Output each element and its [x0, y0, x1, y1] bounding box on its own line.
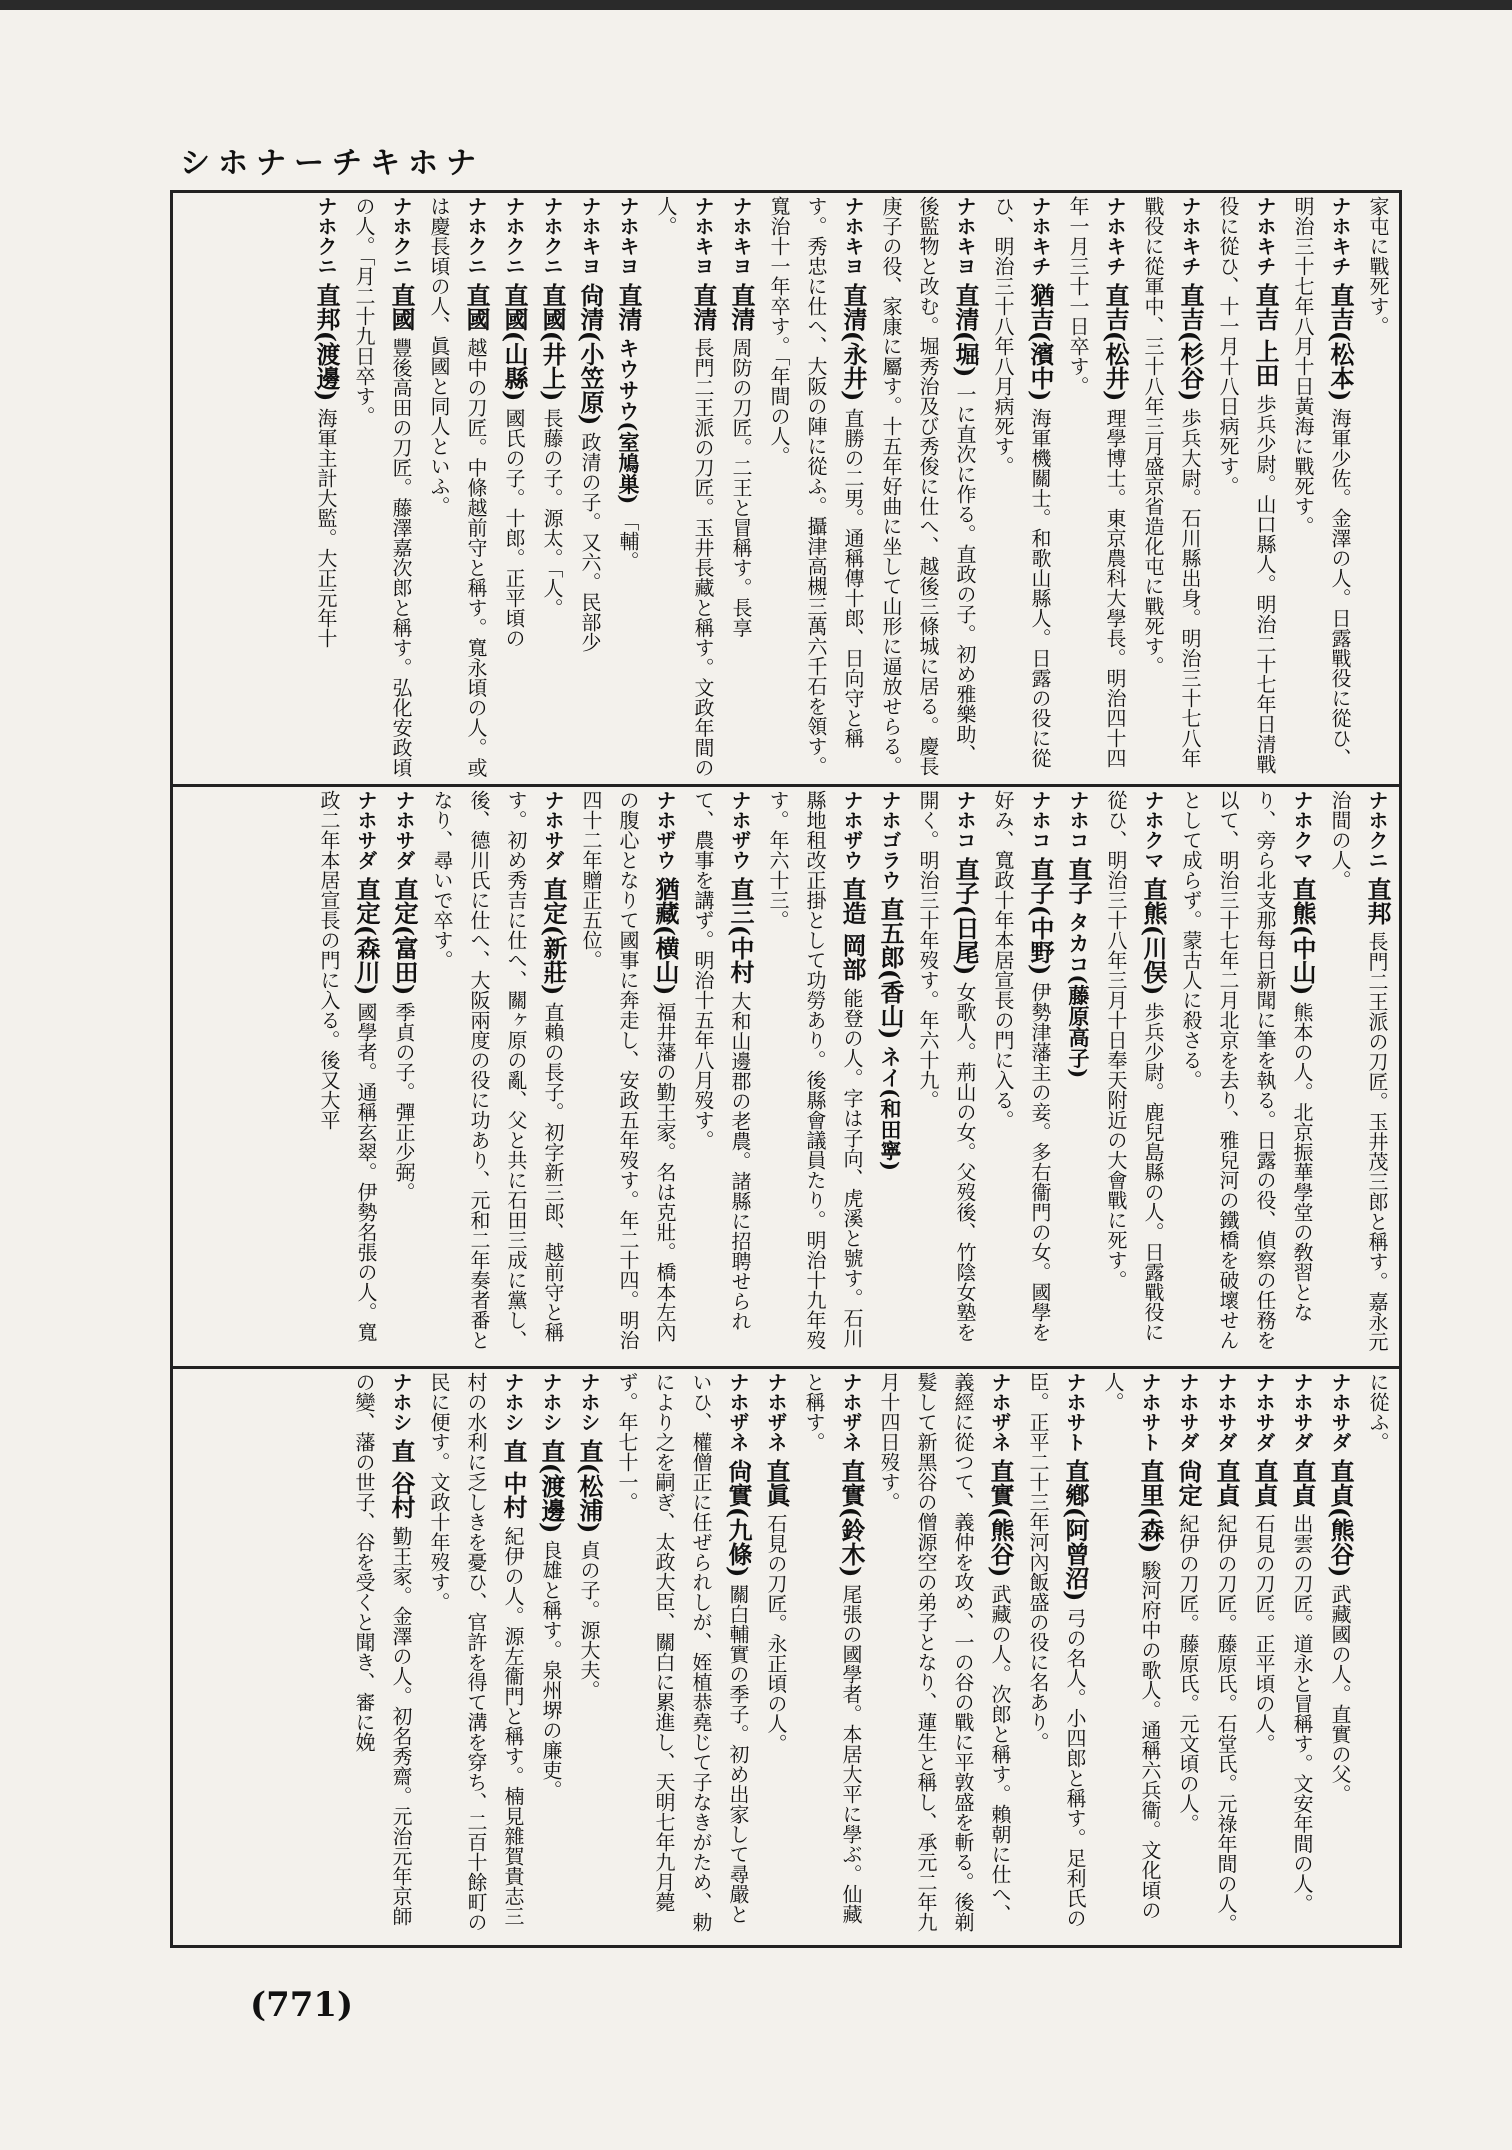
entry-name: 猶藏(横山) [651, 876, 680, 996]
headword: ナホキチ [1103, 196, 1127, 276]
section-divider-1 [170, 784, 1402, 787]
entry-name: 直子(中野) [1026, 856, 1055, 976]
headword: ナホサト [1063, 1372, 1087, 1452]
dictionary-entry [310, 790, 385, 1362]
entry-description: 一に直次に作る。直政の子。初め雅樂助、後監物と改む。堀秀治及び秀俊に仕へ、越後三條城に居る。慶長庚子の役、家康に屬す。十五年好曲に坐して山形に逼放せらる。 [879, 196, 977, 776]
dictionary-entry [1059, 790, 1097, 1362]
headword: ナホクニ [314, 196, 338, 276]
dictionary-entry [1019, 1372, 1094, 1944]
entry-description: 歩兵少尉。鹿兒島縣の人。日露戰役に從ひ、明治三十八年三月十日奉天附近の大會戰に死す。 [1104, 790, 1165, 1343]
headword: ナホキヨ [616, 196, 640, 276]
dictionary-entry [1172, 790, 1321, 1362]
dictionary-entry [609, 196, 647, 780]
headword: ナホクマ [1141, 790, 1165, 870]
headword: ナホクニ [389, 196, 413, 276]
entry-description: 能登の人。字は子向、虎溪と號す。石川縣地租改正掛として功勞あり。後縣會議員たり。明治十九年歿す。年六十三。 [766, 790, 864, 1350]
headword: ナホキヨ [729, 196, 753, 276]
entry-description: 家屯に戰死す。 [1366, 196, 1390, 336]
entry-description: 福井藩の勤王家。名は克壯。橋本左內の腹心となりて國事に奔走し、安政五年歿す。年二十四。明治四十二年贈正五位。 [579, 790, 677, 1350]
entry-name: 直貞 [1250, 1458, 1279, 1507]
headword: ナホザウ [728, 790, 752, 870]
headword: ナホサダ [1328, 1372, 1352, 1452]
headword: ナホサダ [1214, 1372, 1238, 1452]
dictionary-entry [1321, 1372, 1359, 1944]
entry-name: 直定(森川) [352, 876, 381, 996]
entry-description: 長門二王派の刀匠。玉井茂三郎と稱す。嘉永元治間の人。 [1328, 790, 1389, 1352]
entry-name: 直清 [689, 282, 718, 331]
dictionary-entry [1169, 1372, 1207, 1944]
headword: ナホクニ [464, 196, 488, 276]
entry-description: 紀伊の刀匠。藤原氏。石堂氏。元祿年間の人。 [1214, 1513, 1238, 1934]
entry-name: 直五郎(香山) [876, 896, 905, 1040]
dictionary-entry [571, 196, 609, 780]
headword: ナホキヨ [953, 196, 977, 276]
cross-reference: タカコ(藤原高子) [1066, 911, 1091, 1079]
entry-name: 直清 [727, 282, 756, 331]
headword: ナホコ [1028, 790, 1052, 850]
entry-name: 直吉 上田 [1251, 282, 1280, 388]
dictionary-entry [423, 790, 572, 1362]
headword: ナホサダ [354, 790, 378, 870]
headword: ナホサダ [392, 790, 416, 870]
entry-description: 紀伊の刀匠。藤原氏。元文頃の人。 [1176, 1513, 1200, 1834]
entry-description: 大和山邊郡の老農。諸縣に招聘せられて、農事を講ず。明治十五年八月歿す。 [691, 790, 752, 1331]
headword: ナホシ [389, 1372, 413, 1432]
headword: ナホキチ [1178, 196, 1202, 276]
entry-name: 直邦 [1363, 876, 1392, 925]
entry-description: に從ふ。 [1366, 1372, 1390, 1452]
headword: ナホキチ [1028, 196, 1052, 276]
dictionary-entry [984, 196, 1059, 780]
dictionary-entry [495, 196, 533, 780]
headword: ナホザネ [988, 1372, 1012, 1452]
dictionary-entry [1134, 196, 1209, 780]
entry-name: 直清 [614, 282, 643, 331]
dictionary-entry [1321, 790, 1396, 1362]
entry-description: 豐後高田の刀匠。藤澤嘉次郎と稱す。弘化安政頃の人。「月二十九日卒す。 [352, 196, 413, 778]
entry-description: 越中の刀匠。中條越前守と稱す。寬永頃の人。或は慶長頃の人、眞國と同人といふ。 [427, 196, 488, 778]
entry-name: 直(渡邊) [537, 1438, 566, 1534]
dictionary-entry [1284, 196, 1359, 780]
entry-description: 紀伊の人。源左衞門と稱す。楠見雜賀貴志三村の水利に乏しきを憂ひ、官許を得て溝を穿ち、二百十餘町の民に便す。文政十年歿す。 [427, 1372, 525, 1932]
headword: ナホクニ [1365, 790, 1389, 870]
headword: ナホキヨ [578, 196, 602, 276]
entry-description: 女歌人。荊山の女。父歿後、竹陰女塾を開く。明治三十年歿す。年六十九。 [916, 790, 977, 1343]
dictionary-entry [533, 196, 571, 780]
headword: ナホザウ [653, 790, 677, 870]
entry-name: 直國(井上) [538, 282, 567, 402]
dictionary-entry [871, 790, 909, 1362]
dictionary-entry [345, 196, 420, 780]
dictionary-entry [1283, 1372, 1321, 1944]
dictionary-entry [795, 1372, 870, 1944]
entry-name: 直子 [1064, 856, 1093, 905]
entry-name: 直吉(松本) [1326, 282, 1355, 402]
entry-name: 直貞 [1212, 1458, 1241, 1507]
entry-name: 直國 [462, 282, 491, 331]
entry-name: 直邦(渡邊) [312, 282, 341, 402]
entry-description: 「輔。 [616, 510, 640, 571]
headword: ナホサダ [541, 790, 565, 870]
headword: ナホザウ [840, 790, 864, 870]
cross-reference: キウサウ(室鳩巣) [616, 337, 641, 505]
dictionary-entry [420, 196, 495, 780]
entry-name: 直熊(川俣) [1139, 876, 1168, 996]
entry-description: 武藏の人。次郎と稱す。賴朝に仕へ、義經に從つて、義仲を攻め、一の谷の戰に平敦盛を斬る。後剃髮して新黑谷の僧源空の弟子となり、蓮生と稱し、承元二年九月十四日歿す。 [877, 1372, 1012, 1932]
dictionary-entry [608, 1372, 757, 1944]
headword: ナホザネ [726, 1372, 750, 1452]
entry-name: 直 中村 [499, 1438, 528, 1520]
entry-description: 季貞の子。彈正少弼。 [392, 1002, 416, 1203]
entry-name: 直吉(松井) [1101, 282, 1130, 402]
dictionary-entry [759, 790, 871, 1362]
headword: ナホサト [1138, 1372, 1162, 1452]
entry-description: 長門二王派の刀匠。玉井長藏と稱す。文政年間の人。 [654, 196, 715, 778]
entry-description: 長藤の子。源太。「人。 [540, 408, 564, 619]
entry-name: 尙定 [1174, 1458, 1203, 1507]
entry-name: 直三(中村 [726, 876, 755, 985]
dictionary-entry [420, 1372, 532, 1944]
dictionary-entry [1097, 790, 1172, 1362]
entry-description: 政清の子。又六。民部少 [578, 432, 602, 653]
headword: ナホサダ [1290, 1372, 1314, 1452]
dictionary-entry [1209, 196, 1284, 780]
dictionary-entry [684, 790, 759, 1362]
binding-edge [0, 0, 1512, 10]
entry-description: 國氏の子。十郎。正平頃の [502, 408, 526, 649]
headword: ナホシ [539, 1372, 563, 1432]
entry-name: 直貞 [1288, 1458, 1317, 1507]
headword: ナホクニ [540, 196, 564, 276]
dictionary-entry [385, 790, 423, 1362]
entry-name: 猶吉(濱中) [1026, 282, 1055, 402]
headword: ナホザネ [764, 1372, 788, 1452]
entry-name: 直國 [387, 282, 416, 331]
entry-name: 直吉(杉谷) [1176, 282, 1205, 402]
headword: ナホキチ [1328, 196, 1352, 276]
entry-columns [174, 790, 1396, 1362]
headword: ナホゴラウ [878, 790, 902, 890]
headword: ナホサダ [1176, 1372, 1200, 1452]
entry-name: 直清(永井) [839, 282, 868, 402]
entry-columns [174, 196, 1396, 780]
entry-name: 直清(堀) [951, 282, 980, 378]
entry-name: 直 谷村 [387, 1438, 416, 1520]
entry-name: 直實(鈴木) [837, 1458, 866, 1578]
dictionary-entry [345, 1372, 420, 1944]
dictionary-entry [1359, 1372, 1396, 1944]
entry-name: 直子(日尾) [951, 856, 980, 976]
entry-description: 伊勢津藩主の妾。多右衞門の女。國學を好み、寬政十年本居宣長の門に入る。 [991, 790, 1052, 1343]
headword: ナホクニ [502, 196, 526, 276]
middle-section [174, 790, 1396, 1362]
dictionary-entry [570, 1372, 608, 1944]
headword: ナホキヨ [691, 196, 715, 276]
entry-description: 弓の名人。小四郎と稱す。足利氏の臣。正平二十三年河內飯盛の役に名あり。 [1026, 1372, 1087, 1929]
headword: ナホサダ [1252, 1372, 1276, 1452]
dictionary-entry [1245, 1372, 1283, 1944]
entry-description: 貞の子。源大夫。 [577, 1540, 601, 1701]
entry-description: 國學者。通稱玄翠。伊勢名張の人。寬政二年本居宣長の門に入る。後又大平 [317, 790, 378, 1343]
entry-description: 武藏國の人。直實の父。 [1328, 1584, 1352, 1805]
running-head: シホナーチキホナ [180, 146, 484, 181]
entry-description: 海軍機關士。和歌山縣人。日露の役に從ひ、明治三十八年八月病死す。 [991, 196, 1052, 769]
entry-description: 勤王家。金澤の人。初名秀齋。元治元年京師の變、藩の世子、谷を受くと聞き、審に娩 [352, 1372, 413, 1926]
entry-name: 直定(富田) [390, 876, 419, 996]
entry-description: 理學博士。東京農科大學長。明治四十四年一月三十一日卒す。 [1066, 196, 1127, 769]
headword: ナホクマ [1290, 790, 1314, 870]
dictionary-entry [1207, 1372, 1245, 1944]
dictionary-entry [1094, 1372, 1169, 1944]
entry-name: 直貞(熊谷) [1326, 1458, 1355, 1578]
page-number: (771) [250, 1985, 354, 2025]
entry-name: 直實(熊谷) [986, 1458, 1015, 1578]
dictionary-entry [307, 196, 345, 780]
entry-description: 石見の刀匠。永正頃の人。 [764, 1513, 788, 1754]
entry-description: 直勝の二男。通稱傳十郎、日向守と稱す。秀忠に仕へ、大阪の陣に從ふ。攝津高槻三萬六千石を領す。寬治十一年卒す。「年間の人。 [767, 196, 865, 776]
entry-name: 尙實(九條) [724, 1458, 753, 1578]
dictionary-entry [760, 196, 872, 780]
dictionary-entry [870, 1372, 1019, 1944]
dictionary-entry [647, 196, 722, 780]
entry-name: 直(松浦) [575, 1438, 604, 1534]
dictionary-entry [909, 790, 984, 1362]
entry-columns [174, 1372, 1396, 1944]
entry-description: 歩兵大尉。石川縣出身。明治三十七八年戰役に從軍中、三十八年三月盛京省造化屯に戰死す。 [1141, 196, 1202, 769]
entry-description: 駿河府中の歌人。通稱六兵衞。文化頃の人。 [1101, 1372, 1162, 1921]
lower-section [174, 1372, 1396, 1944]
dictionary-entry [872, 196, 984, 780]
dictionary-entry [532, 1372, 570, 1944]
section-divider-2 [170, 1366, 1402, 1369]
dictionary-entry [1059, 196, 1134, 780]
entry-name: 直熊(中山) [1288, 876, 1317, 996]
entry-description: 海軍主計大監。大正元年十 [314, 408, 338, 649]
headword: ナホキヨ [841, 196, 865, 276]
dictionary-entry [572, 790, 684, 1362]
cross-reference: ネイ(和田寧) [878, 1046, 903, 1171]
dictionary-entry [1359, 196, 1396, 780]
headword: ナホザネ [839, 1372, 863, 1452]
entry-description: 出雲の刀匠。道永と冒稱す。文安年間の人。 [1290, 1513, 1314, 1914]
entry-name: 直定(新莊) [539, 876, 568, 996]
entry-name: 直里(森) [1136, 1458, 1165, 1554]
entry-name: 尙清(小笠原) [576, 282, 605, 426]
entry-description: 良雄と稱す。泉州堺の廉吏。 [539, 1540, 563, 1801]
entry-description: 尾張の國學者。本居大平に學ぶ。仙藏と稱す。 [802, 1372, 863, 1925]
headword: ナホコ [1066, 790, 1090, 850]
entry-description: 歩兵少尉。山口縣人。明治二十七年日清戰役に從ひ、十一月十八日病死す。 [1216, 196, 1277, 774]
entry-name: 直國(山縣) [500, 282, 529, 402]
entry-name: 直造 岡部 [838, 876, 867, 982]
entry-name: 直眞 [762, 1458, 791, 1507]
headword: ナホキチ [1253, 196, 1277, 276]
entry-description: 海軍少佐。金澤の人。日露戰役に從ひ、明治三十七年八月十日黃海に戰死す。 [1291, 196, 1352, 769]
dictionary-entry [722, 196, 760, 780]
entry-name: 直鄕(阿曾沼) [1061, 1458, 1090, 1602]
entry-description: 關白輔實の季子。初め出家して尋嚴といひ、權僧正に任ぜられしが、姪植恭堯じて子なきがため、勅により之を嗣ぎ、太政大臣、關白に累進し、天明七年九月薨ず。年七十一。 [615, 1372, 750, 1932]
upper-section [174, 196, 1396, 780]
headword: ナホコ [953, 790, 977, 850]
entry-description: 直賴の長子。初字新三郎、越前守と稱す。初め秀吉に仕へ、關ヶ原の亂、父と共に石田三成に黨し、後、德川氏に仕へ、大阪兩度の役に功あり、元和二年奏者番となり、尋いで卒す。 [430, 790, 565, 1350]
entry-description: 石見の刀匠。正平頃の人。 [1252, 1513, 1276, 1754]
entry-description: 周防の刀匠。二王と冒稱す。長享 [729, 337, 753, 638]
dictionary-entry [757, 1372, 795, 1944]
dictionary-entry [984, 790, 1059, 1362]
headword: ナホシ [501, 1372, 525, 1432]
entry-description: 熊本の人。北京振華學堂の敎習となり、旁ら北支那每日新聞に筆を執る。日露の役、偵察の任務を以て、明治三十七年二月北京を去り、雅兒河の鐵橋を破壞せんとして成らず。蒙古人に殺さる。 [1179, 790, 1314, 1350]
headword: ナホシ [577, 1372, 601, 1432]
